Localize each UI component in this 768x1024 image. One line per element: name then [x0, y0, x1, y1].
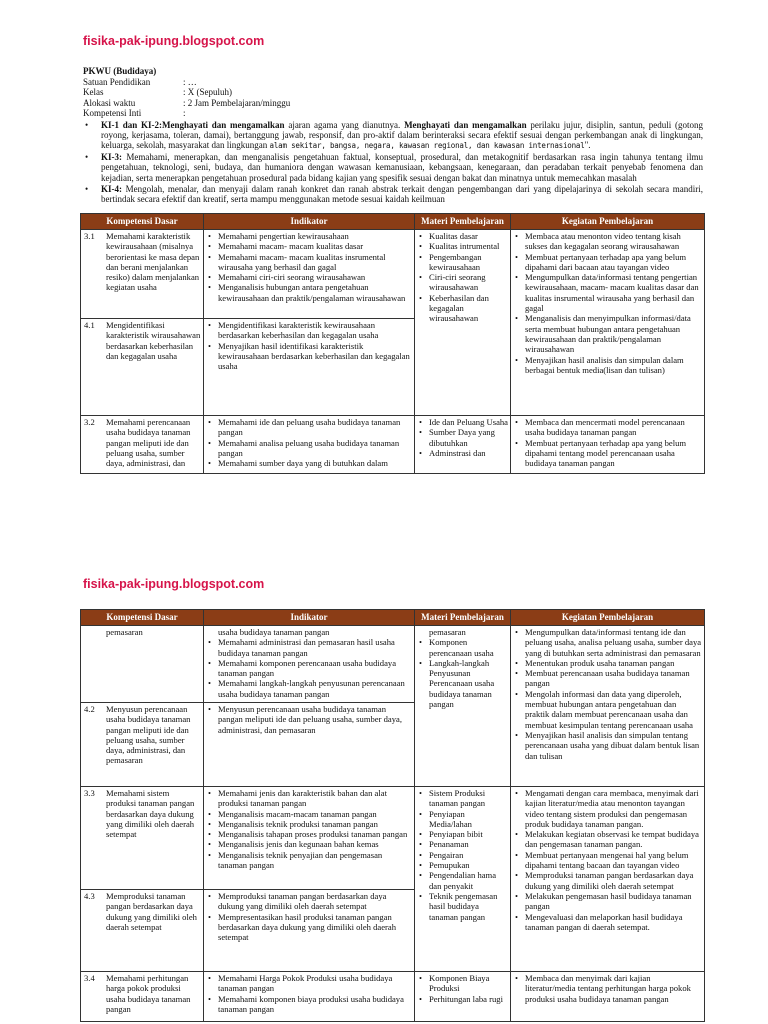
list-item: • Penyiapan Media/lahan	[418, 809, 508, 830]
list-item: • Kualitas intrumental	[418, 241, 508, 251]
list-item: • Pengembangan kewirausahaan	[418, 252, 508, 273]
kegiatan-cell	[511, 787, 705, 972]
list-item: • Menganalisis jenis dan kegunaan bahan kemas	[207, 839, 412, 849]
materi-cell	[415, 972, 511, 1022]
list-item: • Menyusun perencanaan usaha budidaya tanaman pangan meliputi ide dan peluang usaha, sumber daya, administrasi, dan pemasaran	[207, 704, 412, 735]
indikator-cell: usaha budidaya tanaman pangan • Memahami administrasi dan pemasaran hasil usaha budidaya tanaman pangan • Memahami komponen perencanaan usaha budidaya tanaman pangan • Memahami langkah-langkah penyusunan perencanaan usaha budidaya tanaman pangan	[204, 626, 415, 703]
document-header	[83, 66, 703, 205]
syllabus-table-continued	[80, 609, 705, 1022]
list-item: • Menganalisis hubungan antara pengetahuan kewirausahaan dan praktik/pengalaman wirausahawan	[207, 282, 412, 303]
ki-item: • KI-1 dan KI-2:Menghayati dan mengamalkan ajaran agama yang dianutnya. Menghayati dan mengamalkan perilaku jujur, disiplin, santun, peduli (gotong royong, kerjasama, toleran, damai), bertanggung jawab, responsif, dan pro-aktif dalam berinteraksi secara efektif sesuai dengan perkembangan anak di lingkungan, keluarga, sekolah, masyarakat dan lingkungan alam sekitar, bangsa, negara, kawasan regional, dan kawasan internasional".	[83, 120, 703, 152]
list-item: • Menganalisis macam-macam tanaman pangan	[207, 809, 412, 819]
document-page-2	[0, 555, 768, 1024]
list-item: • Membaca dan menyimak dari kajian literatur/media tentang perhitungan harga pokok produksi usaha budidaya tanaman pangan	[514, 973, 702, 1004]
list-item: • Memahami pengertian kewirausahaan	[207, 231, 412, 241]
list-item: • Komponen Biaya Produksi	[418, 973, 508, 994]
list-item: • Mengamati dengan cara membaca, menyimak dari kajian literatur/media atau menonton tayangan video tentang sistem produksi dan pengemasan produk budidaya tanaman pangan.	[514, 788, 702, 829]
list-item: • Memproduksi tanaman pangan berdasarkan daya dukung yang dimiliki oleh daerah setempat	[514, 870, 702, 891]
indikator-cell	[204, 319, 415, 416]
materi-cell	[415, 416, 511, 474]
indikator-cell	[204, 972, 415, 1022]
kegiatan-cell	[511, 416, 705, 474]
list-item: • Mengumpulkan data/informasi tentang pengertian kewirausahaan, macam- macam kualitas dasar dan kualitas insrumental wirausaha yang berhasil dan gagal	[514, 272, 702, 313]
list-item: • Memahami administrasi dan pemasaran hasil usaha budidaya tanaman pangan	[207, 637, 412, 658]
list-item: • Pengairan	[418, 850, 508, 860]
table-row	[81, 416, 705, 474]
list-item: • Pemupukan	[418, 860, 508, 870]
list-item: • Menganalisis dan menyimpulkan informasi/data serta membuat hubungan antara pengetahuan kewirausahaan dan praktik/pengalaman wirausahawan	[514, 313, 702, 354]
kd-cell: 3.1 Memahami karakteristik kewirausahaan (misalnya berorientasi ke masa depan dan berani menjalankan resiko) dalam menjalankan kegiatan usaha	[81, 230, 204, 319]
list-item: • Perhitungan laba rugi	[418, 994, 508, 1004]
list-item: • Ciri-ciri seorang wirausahawan	[418, 272, 508, 293]
kompetensi-inti-list	[83, 120, 703, 205]
kd-cell: pemasaran	[81, 626, 204, 703]
table-row	[81, 626, 705, 703]
col-header: Kegiatan Pembelajaran	[511, 214, 705, 230]
list-item: • Pengendalian hama dan penyakit	[418, 870, 508, 891]
list-item: • Sistem Produksi tanaman pangan	[418, 788, 508, 809]
list-item: • Mengevaluasi dan melaporkan hasil budidaya tanaman pangan di daerah setempat.	[514, 912, 702, 933]
list-item: • Mengolah informasi dan data yang diperoleh, membuat hubungan antara pengetahuan dan praktik dalam membuat perencanaan usaha dan membuat kesimpulan tentang perencanaan usaha	[514, 689, 702, 730]
kegiatan-cell	[511, 626, 705, 787]
list-item: • Memahami komponen perencanaan usaha budidaya tanaman pangan	[207, 658, 412, 679]
kd-cell: 4.2 Menyusun perencanaan usaha budidaya tanaman pangan meliputi ide dan peluang usaha, sumber daya, administrasi, dan pemasaran	[81, 703, 204, 787]
list-item: • Adminstrasi dan	[418, 448, 508, 458]
list-item: • Mempresentasikan hasil produksi tanaman pangan berdasarkan daya dukung yang dimiliki oleh daerah setempat	[207, 912, 412, 943]
list-item: • Menganalisis tahapan proses produksi tanaman pangan	[207, 829, 412, 839]
materi-cell: pemasaran • Komponen perencanaan usaha • Langkah-langkah Penyusunan Perencanaan usaha budidaya tanaman pangan	[415, 626, 511, 787]
kd-cell: 4.3 Memproduksi tanaman pangan berdasarkan daya dukung yang dimiliki oleh daerah setempat	[81, 890, 204, 972]
list-item: • Melakukan pengemasan hasil budidaya tanaman pangan	[514, 891, 702, 912]
materi-cell	[415, 230, 511, 416]
table-header-row	[81, 214, 705, 230]
table-row	[81, 787, 705, 890]
kd-cell: 3.2 Memahami perencanaan usaha budidaya tanaman pangan meliputi ide dan peluang usaha, sumber daya, administrasi, dan	[81, 416, 204, 474]
list-item: • Memahami jenis dan karakteristik bahan dan alat produksi tanaman pangan	[207, 788, 412, 809]
list-item: • Memahami macam- macam kualitas insrumental wirausaha yang berhasil dan gagal	[207, 252, 412, 273]
indikator-cell	[204, 416, 415, 474]
list-item: • Melakukan kegiatan observasi ke tempat budidaya dan pengemasan tanaman pangan.	[514, 829, 702, 850]
list-item: • Ide dan Peluang Usaha	[418, 417, 508, 427]
field-row: Kompetensi Inti :	[83, 108, 186, 118]
col-header: Kompetensi Dasar	[81, 214, 204, 230]
list-item: • Memahami ciri-ciri seorang wirausahawan	[207, 272, 412, 282]
list-item: • Memahami analisa peluang usaha budidaya tanaman pangan	[207, 438, 412, 459]
indikator-cell	[204, 230, 415, 319]
indikator-cell	[204, 787, 415, 890]
col-header: Kegiatan Pembelajaran	[511, 610, 705, 626]
col-header: Materi Pembelajaran	[415, 610, 511, 626]
list-item: • Memahami Harga Pokok Produksi usaha budidaya tanaman pangan	[207, 973, 412, 994]
field-row: Kelas : X (Sepuluh)	[83, 87, 232, 97]
list-item: • Memahami macam- macam kualitas dasar	[207, 241, 412, 251]
list-item: • Memahami langkah-langkah penyusunan perencanaan usaha budidaya tanaman pangan	[207, 678, 412, 699]
col-header: Kompetensi Dasar	[81, 610, 204, 626]
list-item: • Teknik pengemasan hasil budidaya tanaman pangan	[418, 891, 508, 922]
indikator-cell	[204, 703, 415, 787]
list-item: • Memahami ide dan peluang usaha budidaya tanaman pangan	[207, 417, 412, 438]
list-item: • Membuat pertanyaan terhadap apa yang belum dipahami tentang model perencanaan usaha budidaya tanaman pangan	[514, 438, 702, 469]
list-item: • Menyajikan hasil identifikasi karakteristik kewirausahaan berdasarkan keberhasilan dan kegagalan usaha	[207, 341, 412, 372]
list-item: • Membuat pertanyaan terhadap apa yang belum dipahami dari bacaan atau tayangan video	[514, 252, 702, 273]
list-item: • Memahami sumber daya yang di butuhkan dalam	[207, 458, 412, 468]
col-header: Indikator	[204, 214, 415, 230]
list-item: • Memahami komponen biaya produksi usaha budidaya tanaman pangan	[207, 994, 412, 1015]
page-gap	[0, 500, 768, 555]
list-item: • Menganalisis teknik penyajian dan pengemasan tanaman pangan	[207, 850, 412, 871]
site-watermark: fisika-pak-ipung.blogspot.com	[83, 34, 265, 48]
list-item: • Menganalisis teknik produksi tanaman pangan	[207, 819, 412, 829]
list-item: • Penanaman	[418, 839, 508, 849]
site-watermark: fisika-pak-ipung.blogspot.com	[83, 577, 265, 591]
list-item: • Penyiapan bibit	[418, 829, 508, 839]
table-row	[81, 972, 705, 1022]
list-item: • Menentukan produk usaha tanaman pangan	[514, 658, 702, 668]
col-header: Materi Pembelajaran	[415, 214, 511, 230]
document-page-1	[0, 0, 768, 500]
ki-item: • KI-4: Mengolah, menalar, dan menyaji dalam ranah konkret dan ranah abstrak terkait dengan pengembangan dari yang dipelajarinya di sekolah secara mandiri, bertindak secara efektif dan kreatif, serta mampu menggunakan metode sesuai kaidah keilmuan	[83, 184, 703, 204]
list-item: • Membaca atau menonton video tentang kisah sukses dan kegagalan seorang wirausahawan	[514, 231, 702, 252]
list-item: • Komponen perencanaan usaha	[418, 637, 508, 658]
kegiatan-cell	[511, 972, 705, 1022]
field-row: Alokasi waktu : 2 Jam Pembelajaran/minggu	[83, 97, 291, 108]
list-item: • Menyajikan hasil analisis dan simpulan dalam berbagai bentuk media(lisan dan tulisan)	[514, 355, 702, 376]
document-title: PKWU (Budidaya)	[83, 66, 157, 76]
list-item: • Mengumpulkan data/informasi tentang ide dan peluang usaha, analisa peluang usaha, sumber daya yang di butuhkan serta administrasi dan pemasaran	[514, 627, 702, 658]
table-row	[81, 230, 705, 319]
list-item: • Membuat pertanyaan mengenai hal yang belum dipahami tentang bacaan dan tayangan video	[514, 850, 702, 871]
kd-cell: 3.3 Memahami sistem produksi tanaman pangan berdasarkan daya dukung yang dimiliki oleh daerah setempat	[81, 787, 204, 890]
list-item: • Mengidentifikasi karakteristik kewirausahaan berdasarkan keberhasilan dan kegagalan usaha	[207, 320, 412, 341]
kd-cell: 3.4 Memahami perhitungan harga pokok produksi usaha budidaya tanaman pangan	[81, 972, 204, 1022]
list-item: • Membuat perencanaan usaha budidaya tanaman pangan	[514, 668, 702, 689]
ki-item: • KI-3: Memahami, menerapkan, dan menganalisis pengetahuan faktual, konseptual, prosedural, dan metakognitif berdasarkan rasa ingin tahunya tentang ilmu pengetahuan, teknologi, seni, budaya, dan humaniora dengan wawasan kemanusiaan, kebangsaan, kenegaraan, dan peradaban terkait penyebab fenomena dan kejadian, serta menerapkan pengetahuan prosedural pada bidang kajian yang spesifik sesuai dengan bakat dan minatnya untuk memecahkan masalah	[83, 152, 703, 183]
table-header-row	[81, 610, 705, 626]
list-item: • Sumber Daya yang dibutuhkan	[418, 427, 508, 448]
materi-cell	[415, 787, 511, 972]
kegiatan-cell	[511, 230, 705, 416]
kd-cell: 4.1 Mengidentifikasi karakteristik wirausahawan berdasarkan keberhasilan dan kegagalan usaha	[81, 319, 204, 416]
list-item: • Menyajikan hasil analisis dan simpulan tentang perencanaan usaha yang dibuat dalam bentuk lisan dan tulisan	[514, 730, 702, 761]
list-item: • Memproduksi tanaman pangan berdasarkan daya dukung yang dimiliki oleh daerah setempat	[207, 891, 412, 912]
field-row: Satuan Pendidikan : …	[83, 76, 197, 87]
list-item: • Keberhasilan dan kegagalan wirausahawan	[418, 293, 508, 324]
col-header: Indikator	[204, 610, 415, 626]
syllabus-table	[80, 213, 705, 474]
list-item: • Kualitas dasar	[418, 231, 508, 241]
indikator-cell	[204, 890, 415, 972]
list-item: • Langkah-langkah Penyusunan Perencanaan usaha budidaya tanaman pangan	[418, 658, 508, 709]
list-item: • Membaca dan mencermati model perencanaan usaha budidaya tanaman pangan	[514, 417, 702, 438]
